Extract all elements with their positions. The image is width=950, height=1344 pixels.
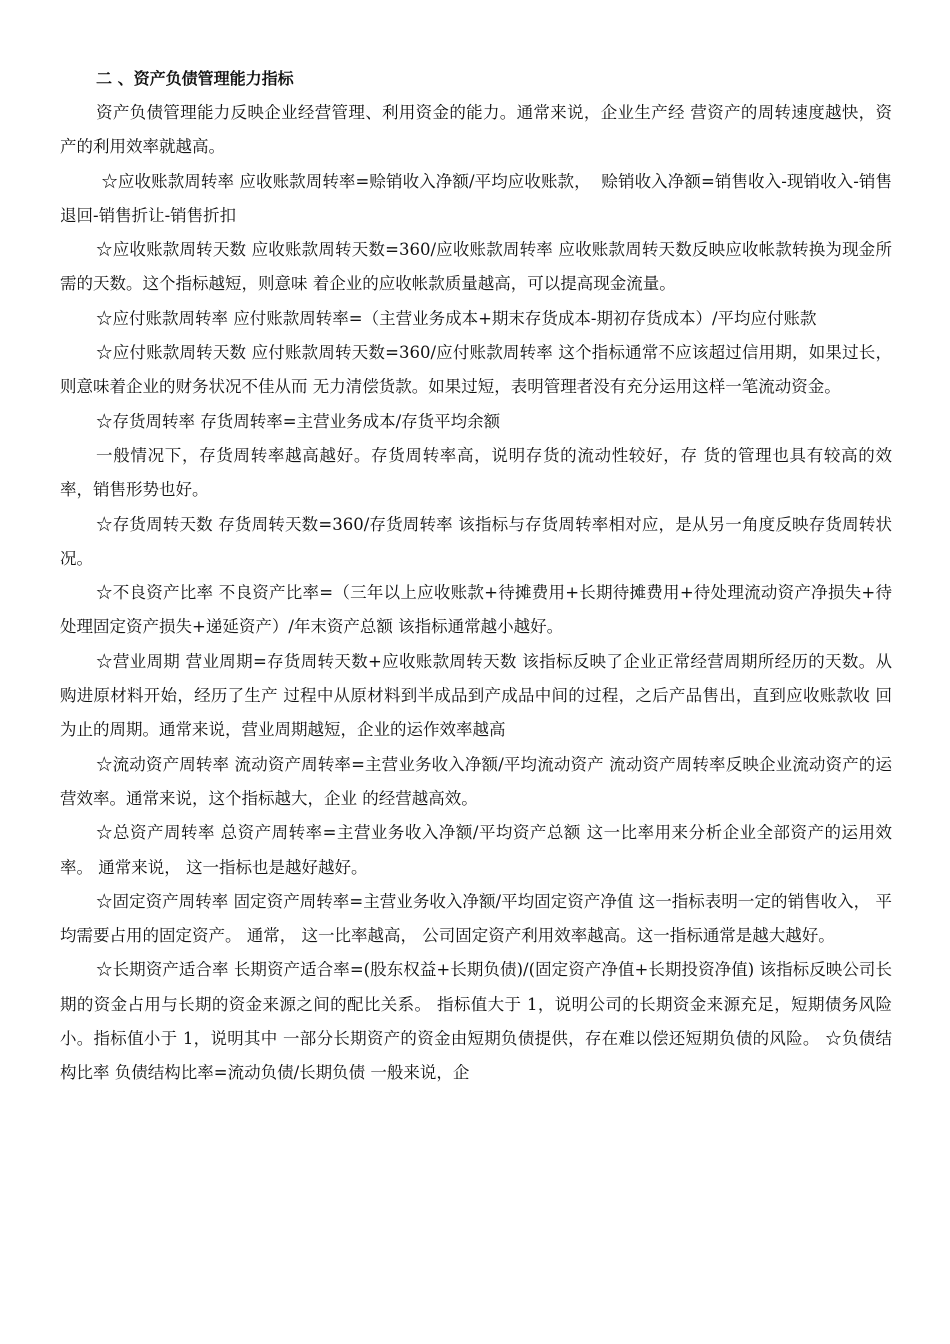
paragraph-intro: 资产负债管理能力反映企业经营管理、利用资金的能力。通常来说，企业生产经 营资产的周转速度越快，资产的利用效率就越高。 (60, 103, 892, 157)
paragraph-payables-days: ☆应付账款周转天数 应付账款周转天数=360/应付账款周转率 这个指标通常不应该超过信用期，如果过长，则意味着企业的财务状况不佳从而 无力清偿货款。如果过短，表明管理者没有充分运用这样一笔流动资金。 (60, 343, 892, 397)
paragraph-long-term-assets: ☆长期资产适合率 长期资产适合率=(股东权益+长期负债)/(固定资产净值+长期投资净值) 该指标反映公司长期的资金占用与长期的资金来源之间的配比关系。 指标值大于 1，说明公司的长期资金来源充足，短期债务风险小。指标值小于 1，说明其中 一部分长期资产的资金由短期负债提供，存在难以偿还短期负债的风险。 ☆负债结构比率 负债结构比率=流动负债/长期负债 一般来说，企 (60, 960, 892, 1083)
paragraph-inventory-days: ☆存货周转天数 存货周转天数=360/存货周转率 该指标与存货周转率相对应，是从另一角度反映存货周转状况。 (60, 514, 892, 568)
paragraph-total-assets-turnover: ☆总资产周转率 总资产周转率=主营业务收入净额/平均资产总额 这一比率用来分析企业全部资产的运用效率。 通常来说， 这一指标也是越好越好。 (60, 823, 892, 877)
paragraph-bad-assets: ☆不良资产比率 不良资产比率=（三年以上应收账款+待摊费用+长期待摊费用+待处理流动资产净损失+待处理固定资产损失+递延资产）/年末资产总额 该指标通常越小越好。 (60, 583, 892, 637)
section-heading: 二 、资产负债管理能力指标 (96, 69, 294, 88)
paragraph-receivables-days: ☆应收账款周转天数 应收账款周转天数=360/应收账款周转率 应收账款周转天数反映应收帐款转换为现金所需的天数。这个指标越短，则意味 着企业的应收帐款质量越高，可以提高现金流量。 (60, 240, 892, 294)
paragraph-receivables-turnover: ☆应收账款周转率 应收账款周转率=赊销收入净额/平均应收账款， 赊销收入净额=销售收入-现销收入-销售退回-销售折让-销售折扣 (60, 171, 892, 225)
paragraph-inventory-turnover: ☆存货周转率 存货周转率=主营业务成本/存货平均余额 (96, 411, 501, 431)
document-page (60, 62, 892, 1091)
paragraph-payables-turnover: ☆应付账款周转率 应付账款周转率=（主营业务成本+期末存货成本-期初存货成本）/平均应付账款 (96, 308, 817, 328)
paragraph-fixed-assets-turnover: ☆固定资产周转率 固定资产周转率=主营业务收入净额/平均固定资产净值 这一指标表明一定的销售收入， 平均需要占用的固定资产。 通常， 这一比率越高， 公司固定资产利用效率越高。这一指标通常是越大越好。 (60, 891, 892, 946)
paragraph-inventory-note: 一般情况下，存货周转率越高越好。存货周转率高，说明存货的流动性较好，存 货的管理也具有较高的效率，销售形势也好。 (60, 445, 892, 500)
paragraph-operating-cycle: ☆营业周期 营业周期=存货周转天数+应收账款周转天数 该指标反映了企业正常经营周期所经历的天数。从购进原材料开始，经历了生产 过程中从原材料到半成品到产成品中间的过程，之后产品售出，直到应收账款收 回为止的周期。通常来说，营业周期越短，企业的运作效率越高 (60, 651, 892, 740)
paragraph-current-assets-turnover: ☆流动资产周转率 流动资产周转率=主营业务收入净额/平均流动资产 流动资产周转率反映企业流动资产的运营效率。通常来说，这个指标越大，企业 的经营越高效。 (60, 754, 892, 808)
